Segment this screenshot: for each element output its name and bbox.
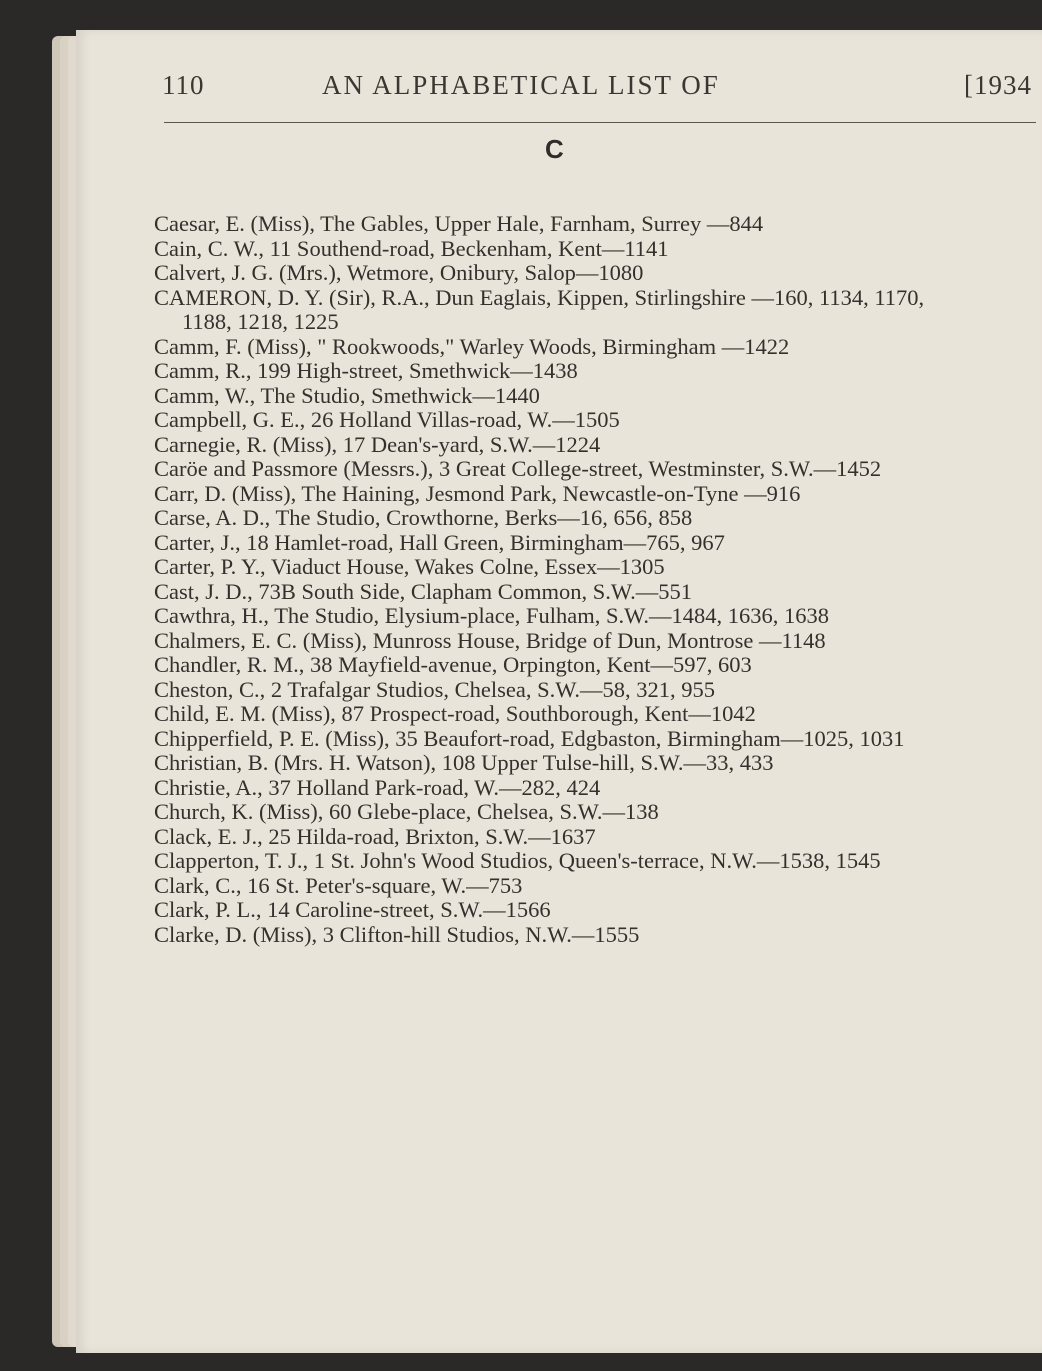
list-item: Chandler, R. M., 38 Mayfield-avenue, Orpington, Kent—597, 603: [154, 652, 752, 677]
list-item: Camm, W., The Studio, Smethwick—1440: [154, 382, 540, 408]
list-item: Cawthra, H., The Studio, Elysium-place, Fulham, S.W.—1484, 1636, 1638: [154, 603, 829, 628]
list-item: Camm, F. (Miss), " Rookwoods," Warley Woods, Birmingham —1422: [154, 333, 790, 359]
list-item: Carter, P. Y., Viaduct House, Wakes Colne, Essex—1305: [154, 554, 665, 579]
list-item: Christian, B. (Mrs. H. Watson), 108 Upper Tulse-hill, S.W.—33, 433: [154, 750, 774, 775]
list-item: Clack, E. J., 25 Hilda-road, Brixton, S.W.—1637: [154, 823, 596, 849]
entry-list: [154, 212, 954, 947]
running-header: [162, 70, 1042, 110]
list-item: Carse, A. D., The Studio, Crowthorne, Berks—16, 656, 858: [154, 505, 693, 530]
page-title: AN ALPHABETICAL LIST OF: [322, 70, 720, 100]
list-item: Chalmers, E. C. (Miss), Munross House, Bridge of Dun, Montrose —1148: [154, 627, 826, 653]
year-label: [1934: [964, 70, 1032, 100]
list-item: Cast, J. D., 73B South Side, Clapham Common, S.W.—551: [154, 578, 692, 604]
list-item: Calvert, J. G. (Mrs.), Wetmore, Onibury, Salop—1080: [154, 260, 644, 285]
section-letter: C: [545, 134, 564, 164]
header-rule: [164, 122, 1036, 123]
list-item: Cheston, C., 2 Trafalgar Studios, Chelsea, S.W.—58, 321, 955: [154, 676, 716, 702]
list-item: Clapperton, T. J., 1 St. John's Wood Studios, Queen's-terrace, N.W.—1538, 1545: [154, 848, 881, 873]
list-item: Church, K. (Miss), 60 Glebe-place, Chelsea, S.W.—138: [154, 799, 659, 824]
page-number: 110: [162, 70, 205, 100]
list-item: Clark, P. L., 14 Caroline-street, S.W.—1566: [154, 897, 551, 922]
list-item: Child, E. M. (Miss), 87 Prospect-road, Southborough, Kent—1042: [154, 701, 756, 726]
list-item: Clark, C., 16 St. Peter's-square, W.—753: [154, 872, 523, 898]
list-item: Caesar, E. (Miss), The Gables, Upper Hale, Farnham, Surrey —844: [154, 211, 764, 236]
list-item: Carter, J., 18 Hamlet-road, Hall Green, Birmingham—765, 967: [154, 529, 725, 555]
list-item: Camm, R., 199 High-street, Smethwick—1438: [154, 358, 578, 383]
list-item: Caröe and Passmore (Messrs.), 3 Great College-street, Westminster, S.W.—1452: [154, 456, 882, 481]
list-item: Cain, C. W., 11 Southend-road, Beckenham, Kent—1141: [154, 235, 669, 261]
list-item: Christie, A., 37 Holland Park-road, W.—282, 424: [154, 774, 601, 800]
list-item: CAMERON, D. Y. (Sir), R.A., Dun Eaglais, Kippen, Stirlingshire —160, 1134, 1170, 1188, 1218, 1225: [154, 284, 925, 334]
list-item: Carr, D. (Miss), The Haining, Jesmond Park, Newcastle-on-Tyne —916: [154, 480, 801, 506]
list-item: Campbell, G. E., 26 Holland Villas-road, W.—1505: [154, 407, 620, 432]
list-item: Chipperfield, P. E. (Miss), 35 Beaufort-road, Edgbaston, Birmingham—1025, 1031: [154, 725, 905, 751]
list-item: Carnegie, R. (Miss), 17 Dean's-yard, S.W.—1224: [154, 431, 601, 457]
list-item: Clarke, D. (Miss), 3 Clifton-hill Studios, N.W.—1555: [154, 921, 640, 947]
